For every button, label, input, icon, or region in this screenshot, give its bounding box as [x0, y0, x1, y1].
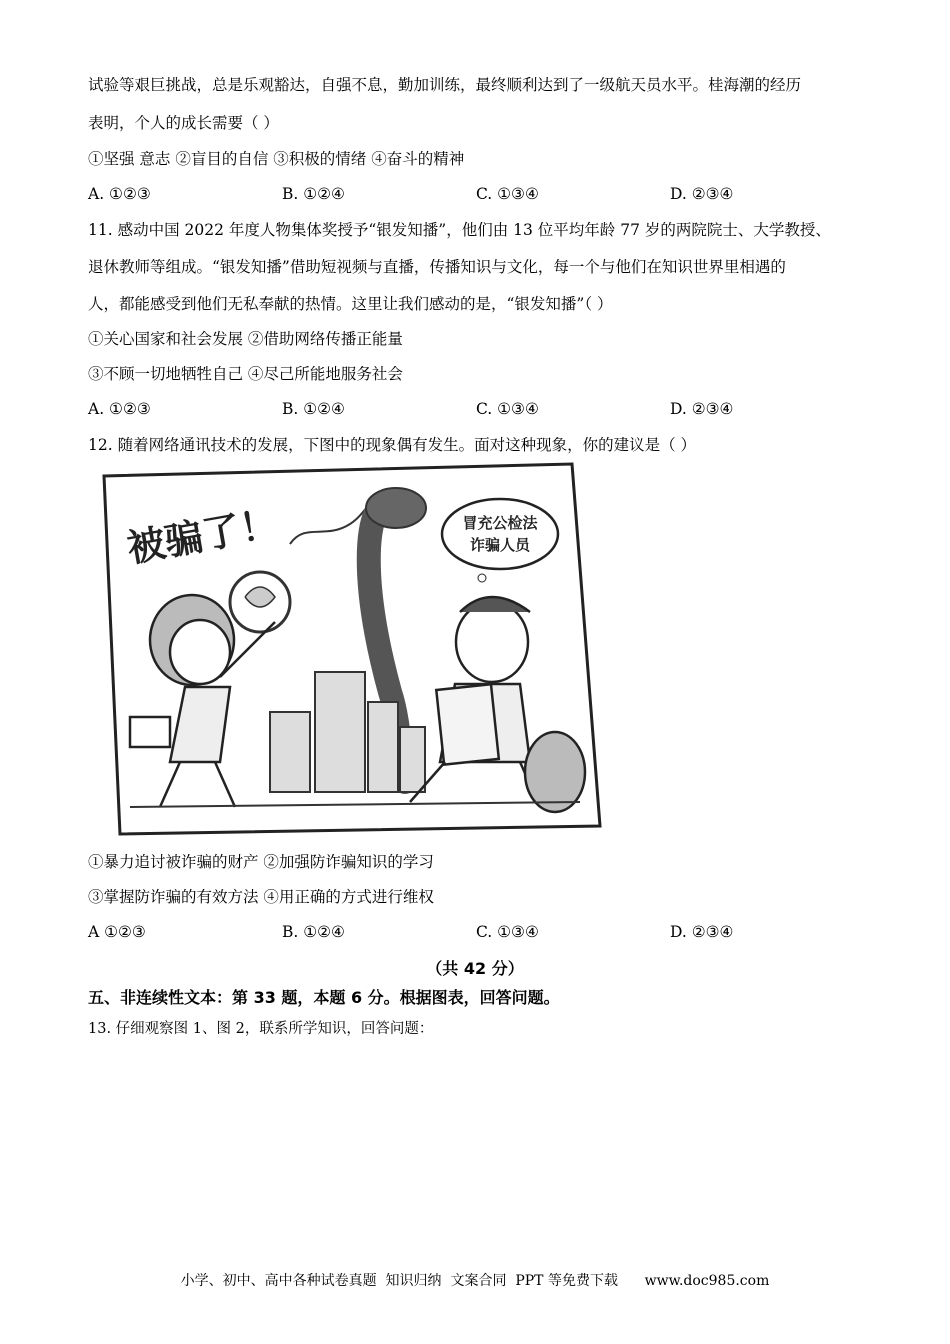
q11-options [88, 398, 888, 420]
sign-line-1: 冒充公检法 [462, 514, 538, 532]
q11-line-3: 人，都能感受到他们无私奉献的热情。这里让我们感动的是，“银发知播”（ ） [88, 295, 613, 313]
option-d: D. ②③④ [670, 400, 734, 418]
section-score: （共 42 分） [426, 959, 524, 978]
option-d: D. ②③④ [670, 185, 734, 203]
fraud-cartoon-image [100, 462, 605, 838]
q12-items-1: ①暴力追讨被诈骗的财产 ②加强防诈骗知识的学习 [88, 853, 434, 871]
scammer-sign [442, 499, 558, 569]
option-b: B. ①②④ [282, 923, 345, 941]
option-c: C. ①③④ [476, 185, 539, 203]
option-c: C. ①③④ [476, 400, 539, 418]
q10-line-1: 试验等艰巨挑战，总是乐观豁达，自强不息，勤加训练，最终顺利达到了一级航天员水平。桂海潮的经历 [88, 76, 802, 94]
q11-items-1: ①关心国家和社会发展 ②借助网络传播正能量 [88, 330, 403, 348]
option-a: A. ①②③ [88, 400, 151, 418]
q11-line-2: 退休教师等组成。“银发知播”借助短视频与直播，传播知识与文化，每一个与他们在知识世界里相遇的 [88, 258, 786, 276]
section-title: 五、非连续性文本：第 33 题，本题 6 分。根据图表，回答问题。 [88, 988, 560, 1007]
sign-line-2: 诈骗人员 [469, 536, 531, 554]
q12-line-1: 12. 随着网络通讯技术的发展，下图中的现象偶有发生。面对这种现象，你的建议是（ ） [88, 436, 697, 454]
q12-options [88, 921, 888, 943]
option-d: D. ②③④ [670, 923, 734, 941]
cartoon-caption: 被骗了！ [123, 501, 282, 571]
option-c: C. ①③④ [476, 923, 539, 941]
q10-options [88, 183, 888, 205]
q13-line-1: 13. 仔细观察图 1、图 2，联系所学知识，回答问题： [88, 1021, 434, 1037]
option-b: B. ①②④ [282, 400, 345, 418]
option-a: A ①②③ [88, 923, 146, 941]
q11-line-1: 11. 感动中国 2022 年度人物集体奖授予“银发知播”，他们由 13 位平均年龄 77 岁的两院院士、大学教授、 [88, 221, 831, 239]
page-footer: 小学、初中、高中各种试卷真题 知识归纳 文案合同 PPT 等免费下载 www.doc985.com [180, 1273, 770, 1289]
q12-items-2: ③掌握防诈骗的有效方法 ④用正确的方式进行维权 [88, 888, 434, 906]
option-a: A. ①②③ [88, 185, 151, 203]
q11-items-2: ③不顾一切地牺牲自己 ④尽己所能地服务社会 [88, 365, 403, 383]
q10-items: ①坚强 意志 ②盲目的自信 ③积极的情绪 ④奋斗的精神 [88, 150, 465, 168]
q10-line-2: 表明，个人的成长需要（ ） [88, 114, 279, 132]
option-b: B. ①②④ [282, 185, 345, 203]
